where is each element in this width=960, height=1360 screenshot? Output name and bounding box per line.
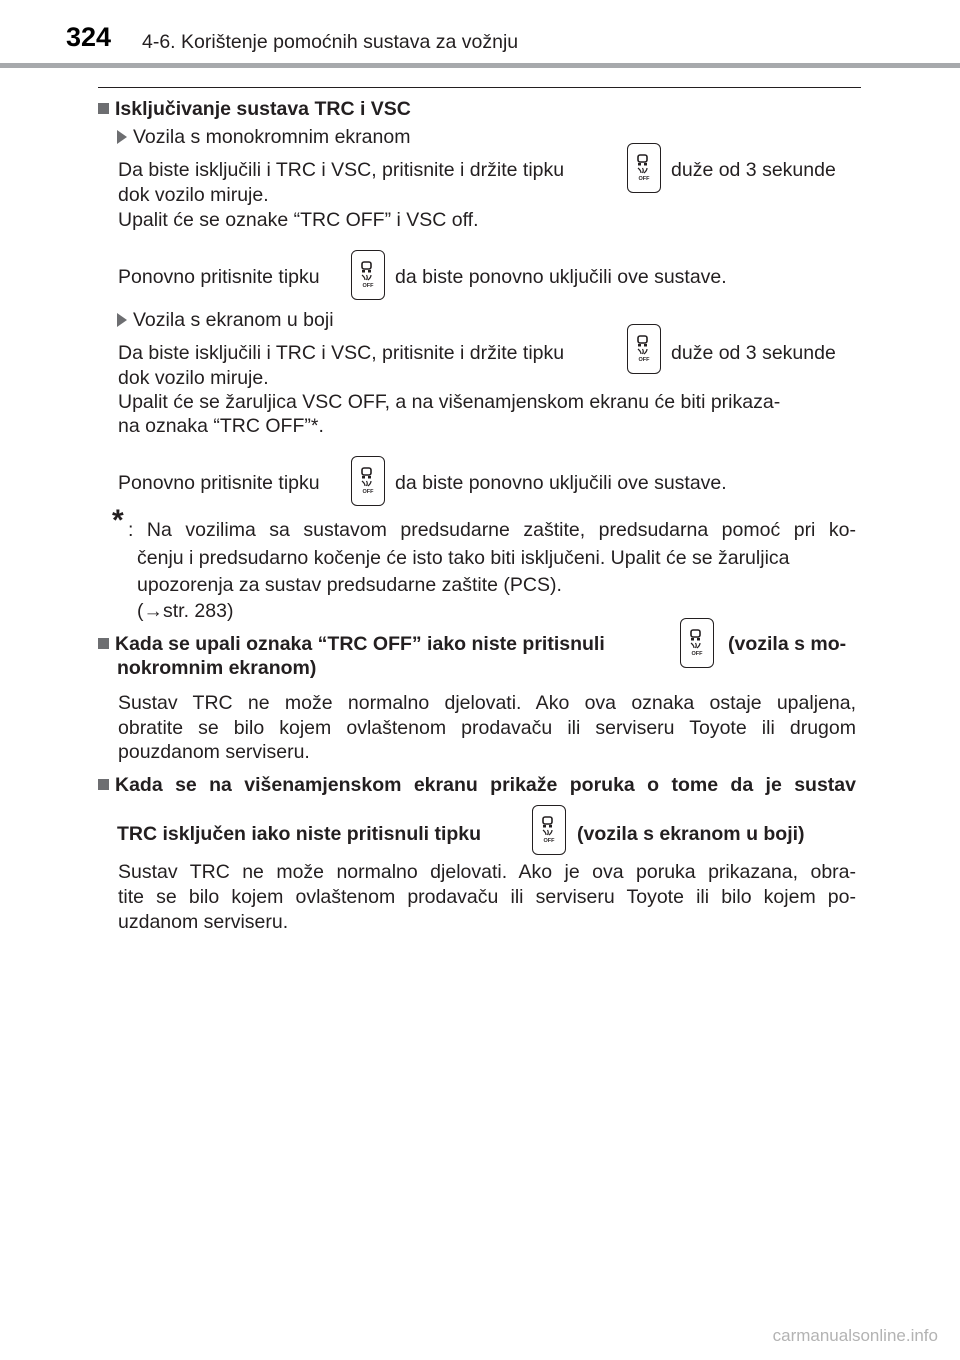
watermark: carmanualsonline.info	[772, 1326, 938, 1345]
vsc-off-button-icon	[351, 456, 385, 506]
page-number: 324	[66, 22, 112, 52]
vsc-off-button-icon	[627, 324, 661, 374]
section2-heading-tail: (vozila s mo-	[728, 633, 847, 655]
vsc-off-icon	[533, 806, 564, 853]
color-line-5b: da biste ponovno uključili ove sustave.	[395, 472, 727, 494]
mono-line-1a: Da biste isključili i TRC i VSC, pritisnite i držite tipku	[118, 159, 565, 181]
section-heading-trc-off-lit: Kada se upali oznaka “TRC OFF” iako niste pritisnuli	[98, 632, 605, 656]
content-divider	[98, 87, 861, 88]
section-heading-trc-message: Kada se na višenamjenskom ekranu prikaže poruka o tome da je sustav	[98, 773, 856, 797]
mono-line-4b: da biste ponovno uključili ove sustave.	[395, 266, 727, 288]
mono-line-3: Upalit će se oznake “TRC OFF” i VSC off.	[118, 209, 479, 231]
vsc-off-icon	[681, 619, 712, 666]
color-line-5a: Ponovno pritisnite tipku	[118, 472, 320, 494]
off-label: OFF	[638, 176, 650, 182]
color-line-1a: Da biste isključili i TRC i VSC, pritisnite i držite tipku	[118, 342, 565, 364]
vsc-off-button-icon	[351, 250, 385, 300]
footnote-line-3: upozorenja za sustav predsudarne zaštite (PCS).	[137, 574, 562, 596]
square-bullet-icon	[98, 638, 109, 649]
color-line-3: Upalit će se žaruljica VSC OFF, a na višenamjenskom ekranu će biti prikaza-	[118, 391, 781, 413]
footnote-page-ref[interactable]: (→str. 283)	[137, 600, 234, 622]
section2-body-3: pouzdanom serviseru.	[118, 741, 310, 763]
section3-body-3: uzdanom serviseru.	[118, 911, 289, 933]
vsc-off-button-icon	[532, 805, 566, 855]
mono-line-4a: Ponovno pritisnite tipku	[118, 266, 320, 288]
section-title: 4-6. Korištenje pomoćnih sustava za vožnju	[142, 31, 519, 53]
section2-body-1: Sustav TRC ne može normalno djelovati. Ako ova oznaka ostaje upaljena,	[118, 692, 856, 714]
vsc-off-icon	[352, 251, 383, 298]
section-heading-trc-vsc-off: Isključivanje sustava TRC i VSC	[98, 97, 411, 121]
square-bullet-icon	[98, 779, 109, 790]
off-label: OFF	[638, 357, 650, 363]
footnote-line-2: čenju i predsudarno kočenje će isto tako biti isključeni. Upalit će se žaruljica	[137, 547, 790, 569]
section2-body-2: obratite se bilo kojem ovlaštenom prodavaču ili serviseru Toyote ili drugom	[118, 717, 856, 739]
footnote-marker: *	[112, 504, 124, 537]
vsc-off-icon	[628, 325, 659, 372]
section3-heading-line-2b: (vozila s ekranom u boji)	[577, 823, 805, 845]
off-label: OFF	[362, 283, 374, 289]
mono-line-1b: duže od 3 sekunde	[671, 159, 836, 181]
section3-body-2: tite se bilo kojem ovlaštenom prodavaču ili serviseru Toyote ili bilo kojem po-	[118, 886, 856, 908]
vsc-off-icon	[352, 457, 383, 504]
mono-line-2: dok vozilo miruje.	[118, 184, 269, 206]
color-line-1b: duže od 3 sekunde	[671, 342, 836, 364]
triangle-bullet-icon	[117, 130, 127, 144]
color-line-2: dok vozilo miruje.	[118, 367, 269, 389]
footnote-line-1: : Na vozilima sa sustavom predsudarne zaštite, predsudarna pomoć pri ko-	[128, 519, 856, 541]
subheading-color: Vozila s ekranom u boji	[117, 308, 334, 332]
color-line-4: na oznaka “TRC OFF”*.	[118, 415, 324, 437]
off-label: OFF	[691, 651, 703, 657]
vsc-off-button-icon	[627, 143, 661, 193]
off-label: OFF	[543, 838, 555, 844]
square-bullet-icon	[98, 103, 109, 114]
section3-body-1: Sustav TRC ne može normalno djelovati. Ako je ova poruka prikazana, obra-	[118, 861, 856, 883]
off-label: OFF	[362, 489, 374, 495]
vsc-off-button-icon	[680, 618, 714, 668]
section3-heading-line-2a: TRC isključen iako niste pritisnuli tipku	[117, 823, 482, 845]
vsc-off-icon	[628, 144, 659, 191]
section2-heading-line-2: nokromnim ekranom)	[117, 657, 317, 679]
page-header	[0, 0, 960, 64]
header-divider	[0, 63, 960, 68]
triangle-bullet-icon	[117, 313, 127, 327]
subheading-mono: Vozila s monokromnim ekranom	[117, 125, 410, 149]
